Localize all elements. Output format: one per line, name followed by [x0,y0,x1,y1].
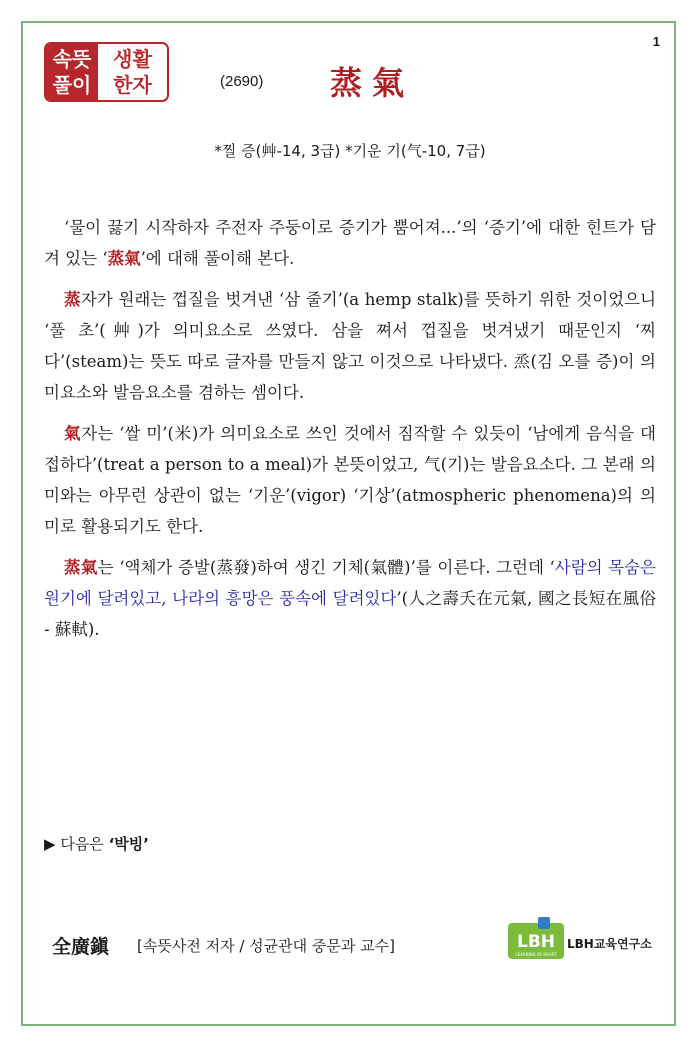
author-info: [속뜻사전 저자 / 성균관대 중문과 교수] [137,937,395,955]
text: 자는 ‘쌀 미’(米)가 의미요소로 쓰인 것에서 짐작할 수 있듯이 ‘남에게 음식을 대접하다’(treat a person to a meal)가 본뜻이었고, 气(기)는 발음요소다. 그 본래 의미와는 아무런 상관이 없는 ‘기운’(vigor) ‘기상’(atmospheric phenomena)의 의미로 활용되기도 한다. [44,424,656,536]
paragraph [44,212,656,274]
arrow-icon: ▶ [44,835,56,853]
next-prefix: 다음은 [60,835,109,853]
series-logo [44,42,169,102]
author-name: 全廣鎭 [52,936,110,958]
article-body [44,212,656,655]
logo-text: 속뜻 [52,47,92,71]
logo-text: 생활 [113,47,152,71]
text: ‘물이 끓기 시작하자 주전자 주둥이로 증기가 뿜어져...’의 ‘증기’에 대한 힌트가 담겨 있는 ‘ [44,218,656,268]
page-number: 1 [652,34,660,49]
logo-text: 한자 [113,73,152,97]
lbh-logo-icon [508,917,564,965]
highlight-term: 蒸氣 [107,249,141,268]
text: 는 ‘액체가 증발(蒸發)하여 생긴 기체(氣體)’를 이른다. 그런데 ‘ [97,558,555,577]
text: 자가 원래는 껍질을 벗겨낸 ‘삼 줄기’(a hemp stalk)를 뜻하기 위한 것이었으니 ‘풀 초’(艸)가 의미요소로 쓰였다. 삼을 쪄서 껍질을 벗겨냈기 때문인지 ‘찌다’(steam)는 뜻도 따로 글자를 만들지 않고 이것으로 나타냈다. 烝(김 오를 증)이 의미요소와 발음요소를 겸하는 셈이다. [44,290,657,402]
paragraph [44,552,656,645]
logo-text: 풀이 [52,73,92,97]
highlight-term: 蒸氣 [64,558,98,577]
next-topic [44,833,149,854]
character-info: *찔 증(艸-14, 3급) *기운 기(气-10, 7급) [214,142,486,160]
text: ’에 대해 풀이해 본다. [140,249,295,268]
paragraph [44,418,656,542]
quote-text: 사람의 목숨은 원기에 달려있고, 나라의 흥망은 풍속에 달려있다 [44,558,656,608]
lbh-logo-tagline: LEARNING BY HEART [515,952,557,957]
highlight-term: 蒸 [64,290,81,309]
text: ’(人之壽夭在元氣, 國之長短在風俗 - 蘇軾). [44,589,657,639]
lbh-logo-accent [538,917,550,929]
institute-name: LBH교육연구소 [567,937,652,951]
page-title: 蒸氣 [330,64,415,102]
paragraph [44,284,656,408]
logo-left-block [46,44,98,100]
logo-right-block [98,44,167,100]
article-number: (2690) [220,73,264,90]
highlight-term: 氣 [64,424,82,443]
lbh-logo-mark: LBH [516,932,556,952]
next-word: ‘박빙’ [108,835,149,853]
